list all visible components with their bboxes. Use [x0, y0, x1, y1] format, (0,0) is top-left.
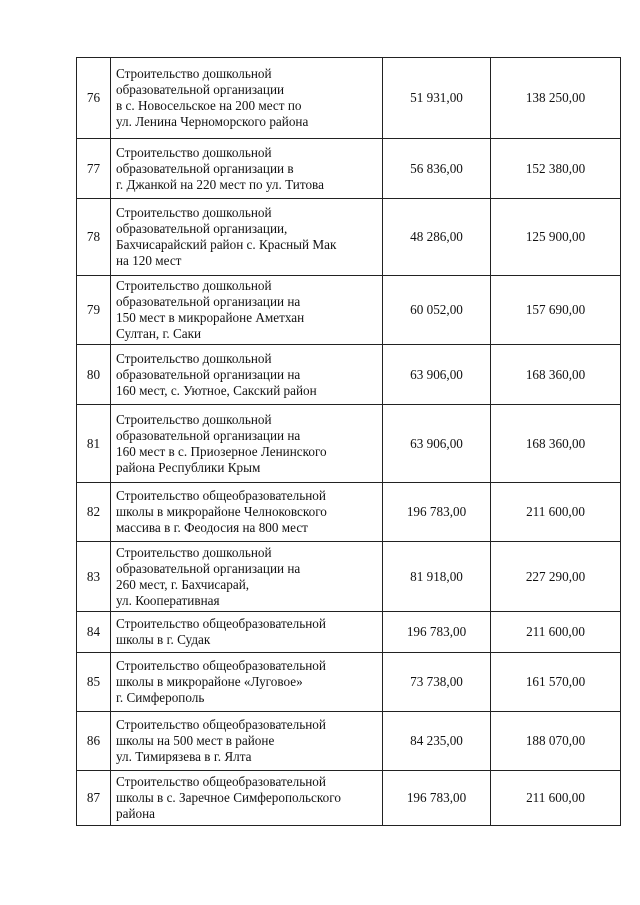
- row-value-2: 211 600,00: [491, 612, 621, 653]
- table-row: [77, 345, 621, 405]
- row-description: Строительство дошкольной образовательной организации на 160 мест, с. Уютное, Сакский район: [111, 345, 383, 405]
- row-number: 80: [77, 345, 111, 405]
- table-row: [77, 199, 621, 276]
- row-value-2: 161 570,00: [491, 653, 621, 712]
- row-number: 85: [77, 653, 111, 712]
- row-description: Строительство дошкольной образовательной организации на 160 мест в с. Приозерное Ленинского района Республики Крым: [111, 405, 383, 483]
- row-description: Строительство общеобразовательной школы в с. Заречное Симферопольского района: [111, 771, 383, 826]
- row-description: Строительство дошкольной образовательной организации, Бахчисарайский район с. Красный Мак на 120 мест: [111, 199, 383, 276]
- row-value-2: 188 070,00: [491, 712, 621, 771]
- row-value-2: 211 600,00: [491, 771, 621, 826]
- table-row: [77, 612, 621, 653]
- row-number: 86: [77, 712, 111, 771]
- row-number: 77: [77, 139, 111, 199]
- table-row: [77, 542, 621, 612]
- row-value-1: 81 918,00: [383, 542, 491, 612]
- row-description: Строительство общеобразовательной школы в микрорайоне «Луговое» г. Симферополь: [111, 653, 383, 712]
- row-number: 84: [77, 612, 111, 653]
- table-row: [77, 405, 621, 483]
- table-row: [77, 712, 621, 771]
- row-value-1: 60 052,00: [383, 276, 491, 345]
- table-row: [77, 276, 621, 345]
- row-description: Строительство дошкольной образовательной организации в с. Новосельское на 200 мест по ул. Ленина Черноморского района: [111, 58, 383, 139]
- row-value-2: 152 380,00: [491, 139, 621, 199]
- row-value-1: 73 738,00: [383, 653, 491, 712]
- row-value-2: 125 900,00: [491, 199, 621, 276]
- table-row: [77, 139, 621, 199]
- row-number: 81: [77, 405, 111, 483]
- table-row: [77, 483, 621, 542]
- row-value-1: 84 235,00: [383, 712, 491, 771]
- row-number: 76: [77, 58, 111, 139]
- row-value-1: 63 906,00: [383, 345, 491, 405]
- row-description: Строительство общеобразовательной школы на 500 мест в районе ул. Тимирязева в г. Ялта: [111, 712, 383, 771]
- row-value-2: 138 250,00: [491, 58, 621, 139]
- row-number: 83: [77, 542, 111, 612]
- table-row: [77, 58, 621, 139]
- row-value-1: 63 906,00: [383, 405, 491, 483]
- row-value-2: 211 600,00: [491, 483, 621, 542]
- row-number: 78: [77, 199, 111, 276]
- row-value-2: 168 360,00: [491, 345, 621, 405]
- row-value-2: 157 690,00: [491, 276, 621, 345]
- row-value-2: 168 360,00: [491, 405, 621, 483]
- row-value-1: 56 836,00: [383, 139, 491, 199]
- row-description: Строительство дошкольной образовательной организации в г. Джанкой на 220 мест по ул. Титова: [111, 139, 383, 199]
- row-description: Строительство дошкольной образовательной организации на 150 мест в микрорайоне Аметхан Султан, г. Саки: [111, 276, 383, 345]
- row-value-1: 196 783,00: [383, 771, 491, 826]
- table-row: [77, 771, 621, 826]
- row-description: Строительство дошкольной образовательной организации на 260 мест, г. Бахчисарай, ул. Кооперативная: [111, 542, 383, 612]
- row-value-1: 196 783,00: [383, 483, 491, 542]
- row-number: 82: [77, 483, 111, 542]
- row-number: 79: [77, 276, 111, 345]
- row-value-2: 227 290,00: [491, 542, 621, 612]
- row-value-1: 48 286,00: [383, 199, 491, 276]
- row-value-1: 196 783,00: [383, 612, 491, 653]
- table-row: [77, 653, 621, 712]
- row-description: Строительство общеобразовательной школы в г. Судак: [111, 612, 383, 653]
- row-number: 87: [77, 771, 111, 826]
- row-value-1: 51 931,00: [383, 58, 491, 139]
- construction-table: [76, 57, 621, 826]
- row-description: Строительство общеобразовательной школы в микрорайоне Челноковского массива в г. Феодосия на 800 мест: [111, 483, 383, 542]
